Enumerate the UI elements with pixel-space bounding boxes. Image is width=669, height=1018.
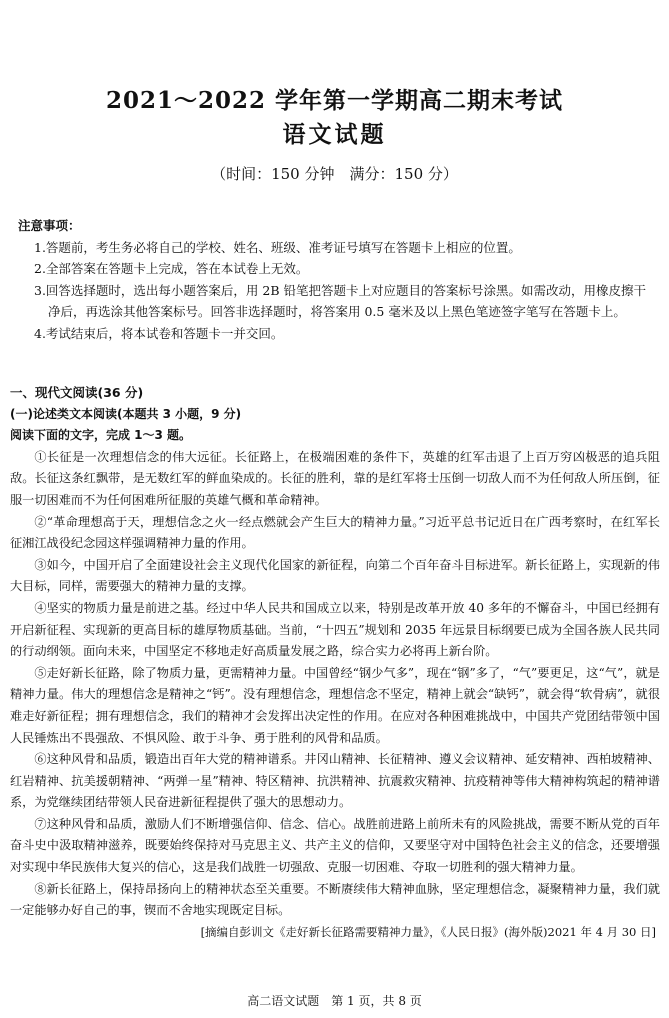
notice-heading: 注意事项： [18, 218, 81, 233]
passage-paragraph: ⑦这种风骨和品质，激励人们不断增强信仰、信念、信心。战胜前进路上前所未有的风险挑战，需要不断从党的百年奋斗史中汲取精神滋养，既要始终保持对马克思主义、共产主义的信仰，又要坚守对中国特色社会主义的信念，还要增强对实现中华民族伟大复兴的信心，这是我们战胜一切强敌、克服一切困难、夺取一切胜利的强大精神力量。 [10, 816, 660, 875]
notice-item: 2.全部答案在答题卡上完成，答在本试卷上无效。 [34, 261, 309, 276]
reading-section [10, 382, 660, 943]
exam-title: 2021～2022 学年第一学期高二期末考试 [105, 87, 564, 114]
passage-paragraph: ⑧新长征路上，保持昂扬向上的精神状态至关重要。不断赓续伟大精神血脉，坚定理想信念，凝聚精神力量，我们就一定能够办好自己的事，锲而不舍地实现既定目标。 [10, 881, 660, 918]
notice-item: 1.答题前，考生务必将自己的学校、姓名、班级、准考证号填写在答题卡上相应的位置。 [34, 239, 521, 255]
reading-instruction: 阅读下面的文字，完成 1～3 题。 [10, 428, 192, 443]
subsection-heading: (一)论述类文本阅读(本题共 3 小题，9 分) [10, 406, 242, 421]
section-heading: 一、现代文阅读(36 分) [10, 385, 144, 400]
passage-paragraph: ②“革命理想高于天，理想信念之火一经点燃就会产生巨大的精神力量。”习近平总书记近日在广西考察时，在红军长征湘江战役纪念园这样强调精神力量的作用。 [10, 514, 660, 551]
passage-paragraph: ①长征是一次理想信念的伟大远征。长征路上，在极端困难的条件下，英雄的红军击退了上百万穷凶极恶的追兵阻敌。长征这条红飘带，是无数红军的鲜血染成的。长征的胜利，靠的是红军将士压倒一切敌人而不为任何敌人所压倒，征服一切困难而不为任何困难所征服的英雄气概和革命精神。 [10, 449, 660, 507]
passage-paragraph: ⑤走好新长征路，除了物质力量，更需精神力量。中国曾经“钢少气多”，现在“钢”多了，“气”要更足，这“气”，就是精神力量。伟大的理想信念是精神之“钙”。没有理想信念，理想信念不坚定，精神上就会“缺钙”，就会得“软骨病”，就很难走好新征程；拥有理想信念，我们的精神才会发挥出决定性的作用。在应对各种困难挑战中，中国共产党团结带领中国人民锤炼出不畏强敌、不惧风险、敢于斗争、勇于胜利的风骨和品质。 [10, 665, 660, 745]
exam-time-info: （时间：150 分钟 满分：150 分） [211, 165, 458, 183]
notice-item: 4.考试结束后，将本试卷和答题卡一并交回。 [34, 325, 284, 341]
passage-source: [摘编自彭训文《走好新长征路需要精神力量》，《人民日报》(海外版)2021 年 4 月 30 日] [200, 924, 656, 939]
notice-block [18, 215, 658, 344]
exam-subject: 语文试题 [282, 121, 387, 148]
passage-paragraph: ③如今，中国开启了全面建设社会主义现代化国家的新征程，向第二个百年奋斗目标进军。新长征路上，实现新的伟大目标，同样，需要强大的精神力量的支撑。 [10, 557, 660, 594]
notice-item: 3.回答选择题时，选出每小题答案后，用 2B 铅笔把答题卡上对应题目的答案标号涂黑。如需改动，用橡皮擦干净后，再选涂其他答案标号。回答非选择题时，将答案用 0.5 毫米及以上黑色笔迹签字笔写在答题卡上。 [34, 282, 647, 319]
page-footer: 高二语文试题 第 1 页，共 8 页 [247, 994, 422, 1008]
passage-paragraph: ④坚实的物质力量是前进之基。经过中华人民共和国成立以来，特别是改革开放 40 多年的不懈奋斗，中国已经拥有开启新征程、实现新的更高目标的雄厚物质基础。当前，“十四五”规划和 2035 年远景目标纲要已成为全国各族人民共同的行动纲领。面向未来，中国坚定不移地走好高质量发展之路，综合实力必将再上新台阶。 [10, 600, 660, 659]
passage-paragraph: ⑥这种风骨和品质，锻造出百年大党的精神谱系。井冈山精神、长征精神、遵义会议精神、延安精神、西柏坡精神、红岩精神、抗美援朝精神、“两弹一星”精神、特区精神、抗洪精神、抗震救灾精神、抗疫精神等伟大精神构筑起的精神谱系，为党继续团结带领人民奋进新征程提供了强大的思想动力。 [10, 752, 660, 810]
